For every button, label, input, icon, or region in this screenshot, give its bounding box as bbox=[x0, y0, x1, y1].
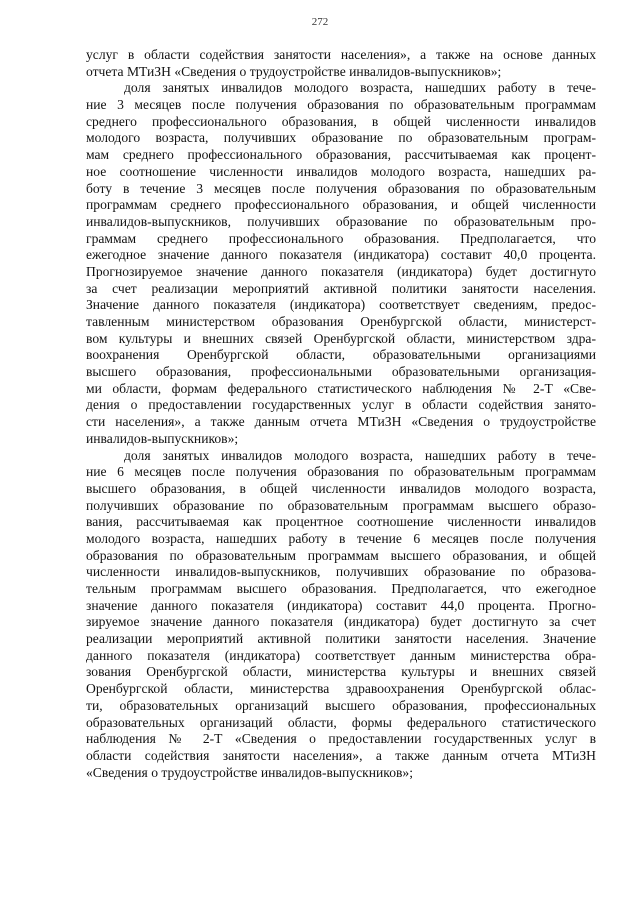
text-line: ние 6 месяцев после получения образования по образовательным программам bbox=[86, 464, 596, 480]
text-line: граммам среднего профессионального образования. Предполагается, что bbox=[86, 230, 596, 246]
text-line: боту в течение 3 месяцев после получения образования по образовательным bbox=[86, 180, 596, 196]
text-line: отчета МТиЗН «Сведения о трудоустройстве инвалидов-выпускников»; bbox=[86, 63, 502, 79]
text-line: Значение данного показателя (индикатора) соответствует сведениям, предос- bbox=[86, 297, 596, 313]
text-line: среднего профессионального образования, в общей численности инвалидов bbox=[86, 113, 596, 129]
text-line: тельным программам высшего образования. Предполагается, что ежегодное bbox=[86, 581, 596, 596]
paragraph-first-line: доля занятых инвалидов молодого возраста, нашедших работу в тече- bbox=[124, 80, 596, 96]
text-line: реализации мероприятий активной политики занятости населения. Значение bbox=[86, 631, 596, 647]
text-line: образования по образовательным программам высшего образования, и общей bbox=[86, 547, 596, 563]
text-line: ти, образовательных организаций высшего образования, профессиональных bbox=[86, 697, 596, 713]
text-line: молодого возраста, получивших образование по образовательным програм- bbox=[86, 130, 596, 146]
text-line: получивших образование по образовательным программам высшего образо- bbox=[86, 497, 596, 513]
text-line: мам среднего профессионального образования, рассчитываемая как процент- bbox=[86, 147, 596, 163]
page-number: 272 bbox=[311, 16, 329, 28]
text-line: вом культуры и внешних связей Оренбургской области, министерством здра- bbox=[86, 330, 596, 346]
text-line: воохранения Оренбургской области, образовательными организациями bbox=[86, 347, 596, 363]
paragraph-first-line: доля занятых инвалидов молодого возраста, нашедших работу в тече- bbox=[124, 447, 596, 463]
text-line: высшего образования, в общей численности инвалидов молодого возраста, bbox=[86, 480, 596, 496]
text-line: инвалидов-выпускников, получивших образование по образовательным про- bbox=[86, 213, 596, 229]
text-line: зируемое значение данного показателя (индикатора) будет достигнуто за счет bbox=[86, 614, 596, 630]
text-line: вания, рассчитываемая как процентное соотношение численности инвалидов bbox=[86, 514, 596, 530]
text-line: инвалидов-выпускников»; bbox=[86, 430, 239, 446]
text-line: ние 3 месяцев после получения образования по образовательным программам bbox=[86, 97, 596, 113]
text-line: тавленным министерством образования Оренбургской области, министерст- bbox=[86, 314, 596, 329]
text-line: наблюдения № 2-Т «Сведения о предоставлении государственных услуг в bbox=[86, 731, 596, 747]
text-line: образовательных организаций области, формы федерального статистического bbox=[86, 714, 596, 730]
text-line: значение данного показателя (индикатора) составит 44,0 процента. Прогно- bbox=[86, 597, 596, 613]
text-line: ежегодное значение данного показателя (индикатора) составит 40,0 процента. bbox=[86, 247, 596, 263]
text-line: ми области, формам федерального статистического наблюдения № 2-Т «Све- bbox=[86, 380, 596, 396]
text-line: зования Оренбургской области, министерства культуры и внешних связей bbox=[86, 664, 596, 680]
text-line: численности инвалидов-выпускников, получивших образование по образова- bbox=[86, 564, 596, 580]
text-line: сти населения», а также данным отчета МТиЗН «Сведения о трудоустройстве bbox=[86, 414, 596, 430]
text-line: ное соотношение численности инвалидов молодого возраста, нашедших ра- bbox=[86, 163, 596, 179]
text-line: «Сведения о трудоустройстве инвалидов-выпускников»; bbox=[86, 764, 413, 780]
text-line: данного показателя (индикатора) соответствует данным министерства обра- bbox=[86, 647, 596, 663]
text-line: дения о предоставлении государственных услуг в области содействия занято- bbox=[86, 397, 596, 413]
text-line: высшего образования, профессиональными образовательными организация- bbox=[86, 364, 596, 380]
text-line: области содействия занятости населения», а также данным отчета МТиЗН bbox=[86, 747, 596, 763]
text-line: Прогнозируемое значение данного показателя (индикатора) будет достигнуто bbox=[86, 263, 596, 279]
text-line: программам среднего профессионального образования, и общей численности bbox=[86, 197, 596, 213]
text-line: молодого возраста, нашедших работу в течение 6 месяцев после получения bbox=[86, 530, 596, 546]
text-line: услуг в области содействия занятости населения», а также на основе данных bbox=[86, 47, 596, 62]
text-line: за счет реализации мероприятий активной политики занятости населения. bbox=[86, 280, 596, 296]
body-text bbox=[86, 47, 596, 781]
text-line: Оренбургской области, министерства здравоохранения Оренбургской облас- bbox=[86, 681, 596, 697]
